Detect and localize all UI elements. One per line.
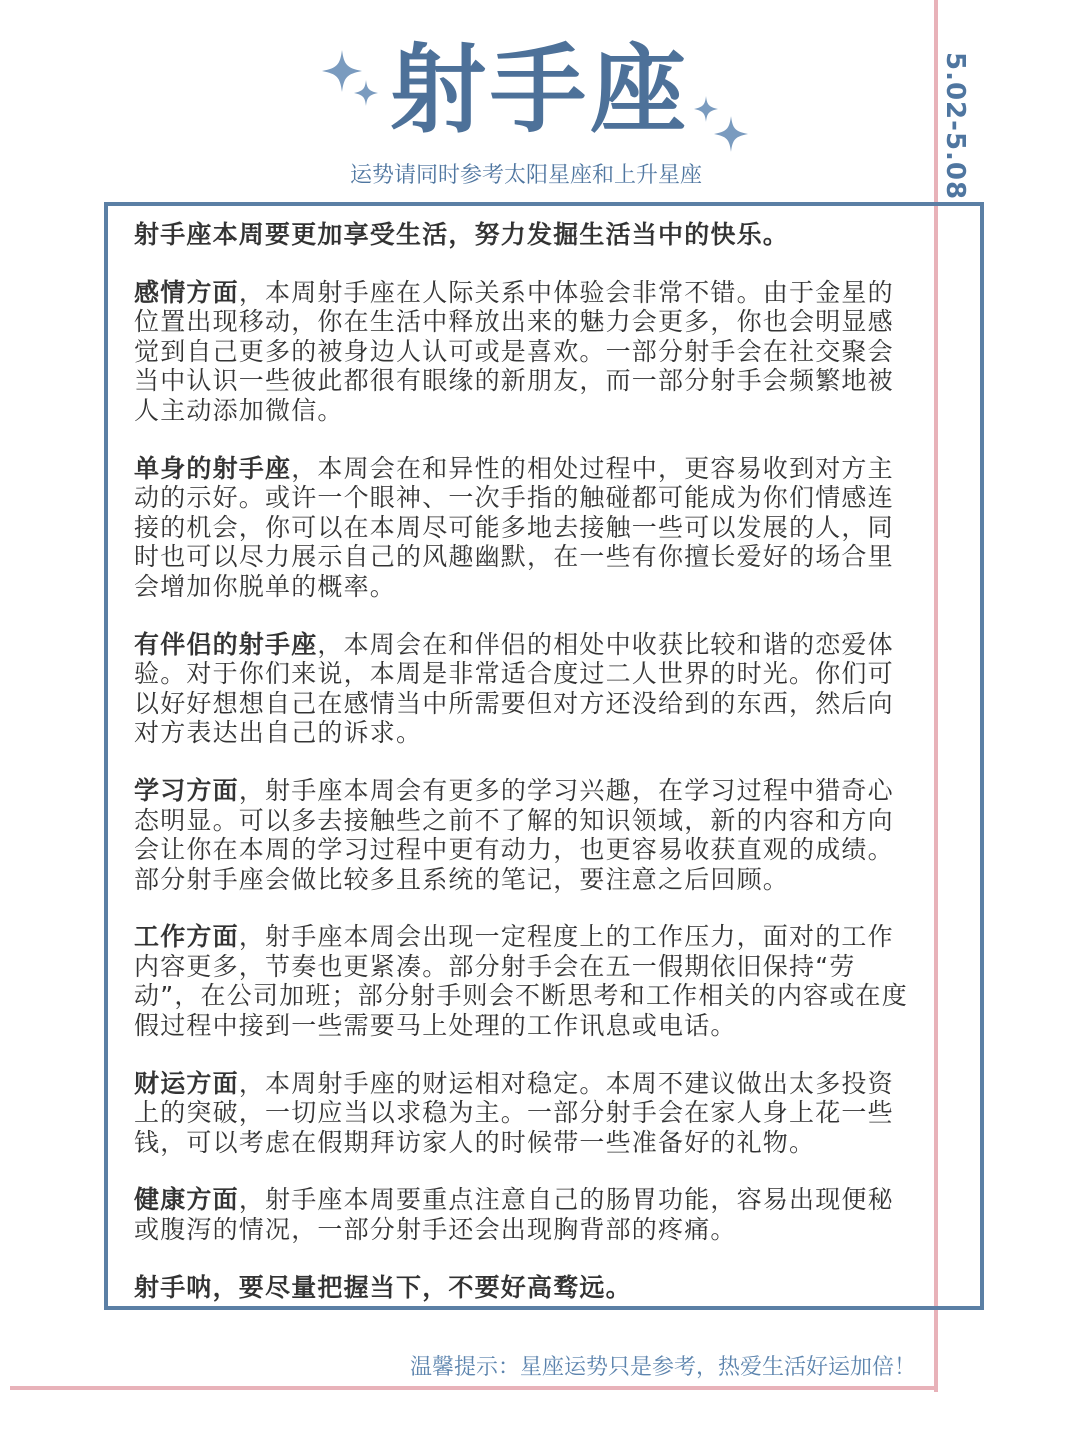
date-range: 5.02-5.08 <box>940 52 970 201</box>
section-text: ，本周射手座的财运相对稳定。本周不建议做出太多投资上的突破，一切应当以求稳为主。一部分射手会在家人身上花一些钱，可以考虑在假期拜访家人的时候带一些准备好的礼物。 <box>134 1068 894 1157</box>
intro-text: 射手座本周要更加享受生活，努力发掘生活当中的快乐。 <box>134 220 790 249</box>
section-heading: 健康方面 <box>134 1185 239 1215</box>
outro-text: 射手呐，要尽量把握当下，不要好高骛远。 <box>134 1272 632 1302</box>
section-love <box>134 278 916 426</box>
section-text: ，本周射手座在人际关系中体验会非常不错。由于金星的位置出现移动，你在生活中释放出来的魅力会更多，你也会明显感觉到自己更多的被身边人认可或是喜欢。一部分射手会在社交聚会当中认识一些彼此都很有眼缘的新朋友，而一部分射手会频繁地被人主动添加微信。 <box>134 277 894 425</box>
footer-tip: 温馨提示：星座运势只是参考，热爱生活好运加倍！ <box>409 1355 916 1380</box>
section-text: ，射手座本周要重点注意自己的肠胃功能，容易出现便秘或腹泻的情况，一部分射手还会出现胸背部的疼痛。 <box>134 1185 894 1245</box>
section-heading: 有伴侣的射手座 <box>134 629 318 659</box>
section-text: ，射手座本周会出现一定程度上的工作压力，面对的工作内容更多，节奏也更紧凑。部分射手会在五一假期依旧保持“劳动”，在公司加班；部分射手则会不断思考和工作相关的内容或在度假过程中接到一些需要马上处理的工作讯息或电话。 <box>134 922 908 1041</box>
sparkle-icon-right-large <box>714 116 748 152</box>
section-work <box>134 922 916 1040</box>
section-heading: 感情方面 <box>134 277 239 307</box>
section-wealth <box>134 1069 916 1158</box>
section-heading: 工作方面 <box>134 922 239 952</box>
section-heading: 学习方面 <box>134 775 239 805</box>
section-study <box>134 776 916 894</box>
horoscope-content <box>134 220 916 1302</box>
section-partner <box>134 630 916 748</box>
section-heading: 单身的射手座 <box>134 453 292 483</box>
subtitle: 运势请同时参考太阳星座和上升星座 <box>349 163 702 188</box>
section-text: ，本周会在和异性的相处过程中，更容易收到对方主动的示好。或许一个眼神、一次手指的触碰都可能成为你们情感连接的机会，你可以在本周尽可能多地去接触一些可以发展的人，同时也可以尽力展示自己的风趣幽默，在一些有你擅长爱好的场合里会增加你脱单的概率。 <box>134 453 894 601</box>
section-text: ，本周会在和伴侣的相处中收获比较和谐的恋爱体验。对于你们来说，本周是非常适合度过二人世界的时光。你们可以好好想想自己在感情当中所需要但对方还没给到的东西，然后向对方表达出自己的诉求。 <box>134 629 894 748</box>
page-title: 射手座 <box>390 34 690 146</box>
section-heading: 财运方面 <box>134 1068 239 1098</box>
pink-frame-horizontal-line <box>10 1386 938 1390</box>
section-text: ，射手座本周会有更多的学习兴趣，在学习过程中猎奇心态明显。可以多去接触些之前不了解的知识领域，新的内容和方向会让你在本周的学习过程中更有动力，也更容易收获直观的成绩。部分射手座会做比较多且系统的笔记，要注意之后回顾。 <box>134 775 894 894</box>
section-health <box>134 1185 916 1244</box>
section-single <box>134 454 916 602</box>
